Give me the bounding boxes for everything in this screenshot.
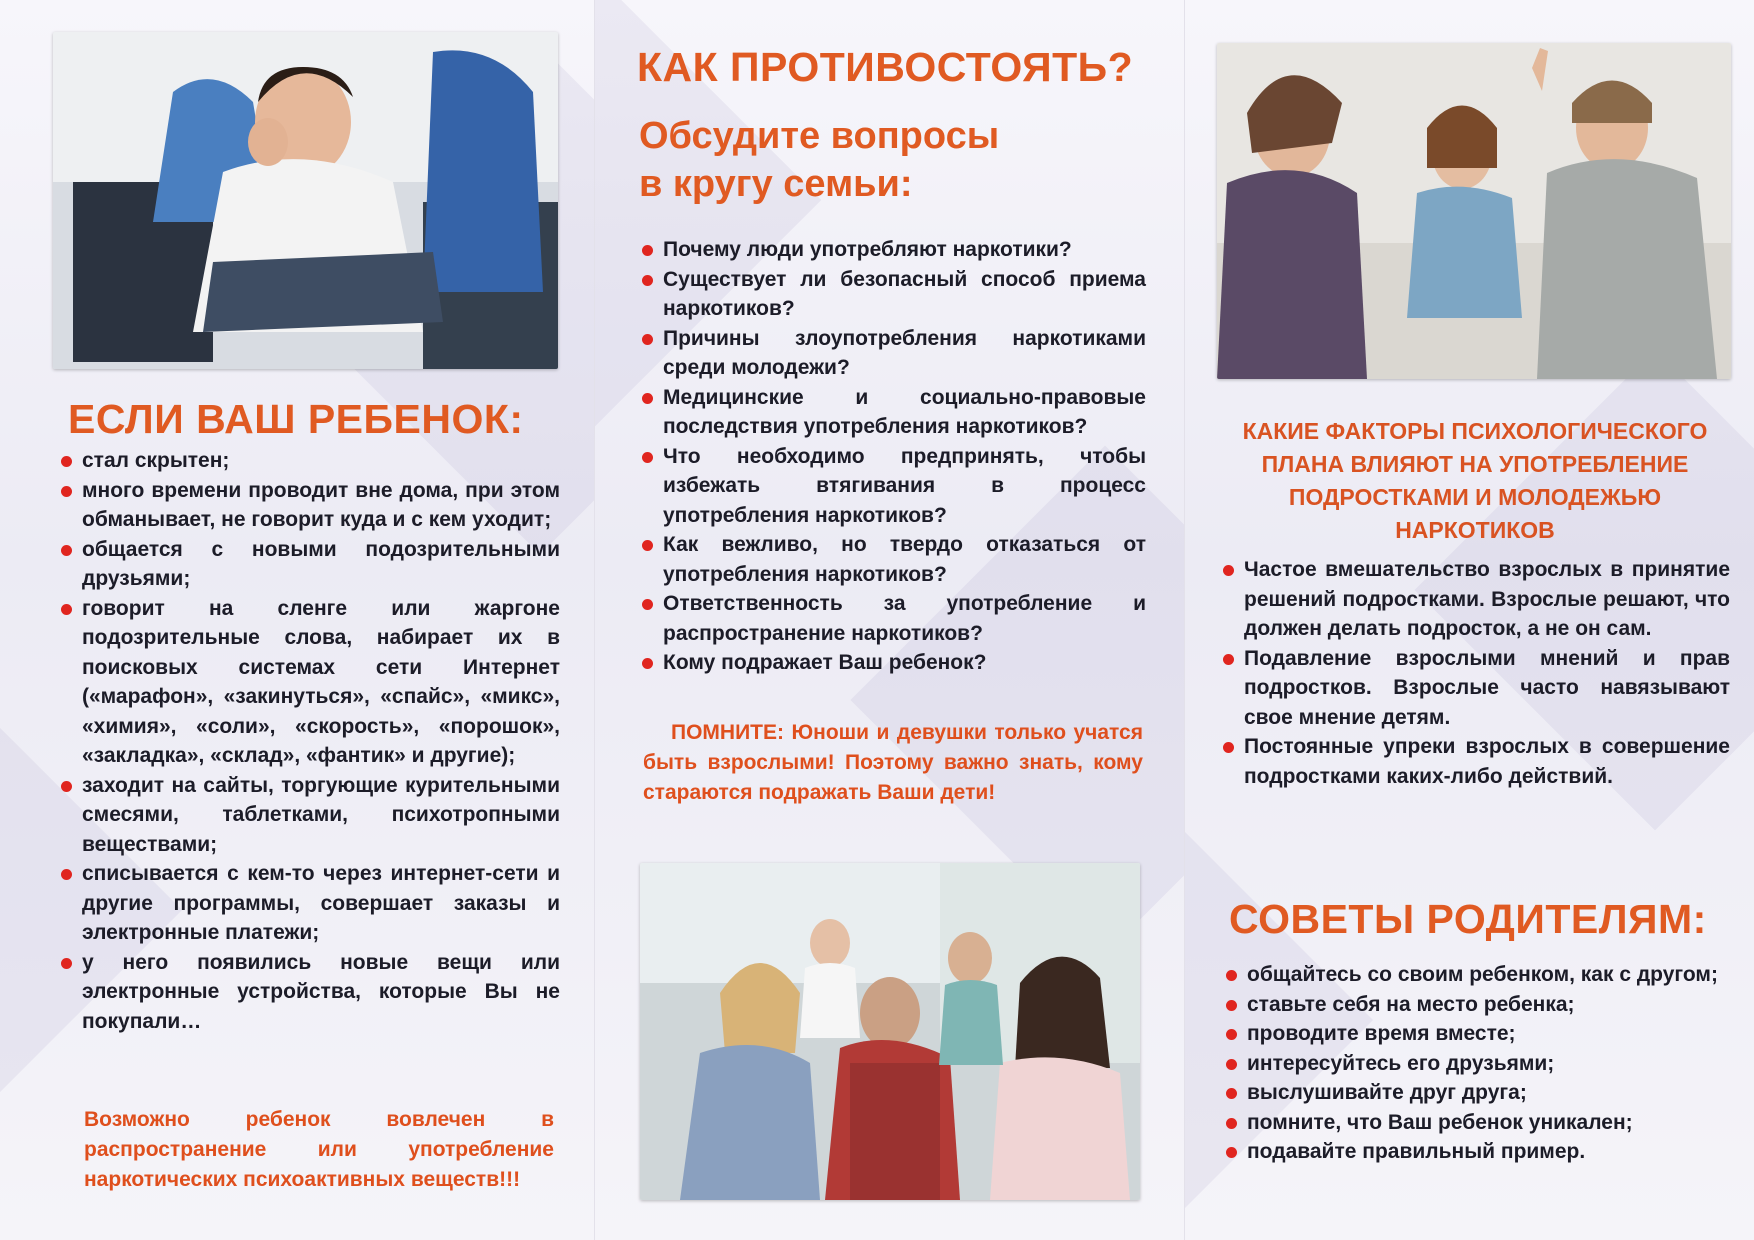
list-item: Что необходимо предпринять, чтобы избежать втягивания в процесс употребления наркотиков? bbox=[641, 442, 1146, 531]
list-item: Кому подражает Ваш ребенок? bbox=[641, 648, 1146, 678]
list-item: Причины злоупотребления наркотиками среди молодежи? bbox=[641, 324, 1146, 383]
bullet-icon bbox=[642, 393, 653, 404]
bullet-icon bbox=[61, 486, 72, 497]
list-item: проводите время вместе; bbox=[1225, 1019, 1725, 1049]
bullet-icon bbox=[1226, 1059, 1237, 1070]
list-item: Подавление взрослыми мнений и прав подростков. Взрослые часто навязывают свое мнение детям. bbox=[1222, 644, 1730, 733]
bullet-icon bbox=[1226, 1029, 1237, 1040]
bullet-icon bbox=[1226, 1088, 1237, 1099]
middle-panel bbox=[594, 0, 1185, 1240]
subheading-line-2: в кругу семьи: bbox=[639, 163, 913, 205]
list-item: списывается с кем-то через интернет-сети и другие программы, совершает заказы и электронные платежи; bbox=[60, 859, 560, 948]
bullet-icon bbox=[1226, 1118, 1237, 1129]
bullet-icon bbox=[1223, 565, 1234, 576]
factors-list bbox=[1222, 555, 1730, 791]
list-item: стал скрытен; bbox=[60, 446, 560, 476]
list-item: у него появились новые вещи или электронные устройства, которые Вы не покупали… bbox=[60, 948, 560, 1037]
list-item: Существует ли безопасный способ приема наркотиков? bbox=[641, 265, 1146, 324]
photo-family-argument bbox=[1217, 43, 1731, 379]
warning-signs-list bbox=[60, 446, 560, 1036]
bullet-icon bbox=[61, 781, 72, 792]
bullet-icon bbox=[642, 658, 653, 669]
list-item: подавайте правильный пример. bbox=[1225, 1137, 1725, 1167]
bullet-icon bbox=[61, 545, 72, 556]
list-item: Ответственность за употребление и распространение наркотиков? bbox=[641, 589, 1146, 648]
list-item: говорит на сленге или жаргоне подозрительные слова, набирает их в поисковых системах сети Интернет («марафон», «закинуться», «спайс», «микс», «химия», «соли», «скорость», «порошок», «закладка», «склад», «фантик» и другие); bbox=[60, 594, 560, 771]
list-item: помните, что Ваш ребенок уникален; bbox=[1225, 1108, 1725, 1138]
list-item: много времени проводит вне дома, при этом обманывает, не говорит куда и с кем уходит; bbox=[60, 476, 560, 535]
bullet-icon bbox=[1223, 742, 1234, 753]
bullet-icon bbox=[61, 604, 72, 615]
list-item: Частое вмешательство взрослых в принятие решений подростками. Взрослые решают, что должен делать подросток, а не он сам. bbox=[1222, 555, 1730, 644]
bullet-icon bbox=[642, 245, 653, 256]
list-item: Почему люди употребляют наркотики? bbox=[641, 235, 1146, 265]
list-item: Постоянные упреки взрослых в совершение подростками каких-либо действий. bbox=[1222, 732, 1730, 791]
list-item: общайтесь со своим ребенком, как с другом; bbox=[1225, 960, 1725, 990]
bullet-icon bbox=[61, 456, 72, 467]
bullet-icon bbox=[642, 599, 653, 610]
bullet-icon bbox=[1226, 1000, 1237, 1011]
list-item: Медицинские и социально-правовые последствия употребления наркотиков? bbox=[641, 383, 1146, 442]
bullet-icon bbox=[642, 452, 653, 463]
list-item: Как вежливо, но твердо отказаться от употребления наркотиков? bbox=[641, 530, 1146, 589]
list-item: общается с новыми подозрительными друзьями; bbox=[60, 535, 560, 594]
bullet-icon bbox=[642, 540, 653, 551]
list-item: ставьте себя на место ребенка; bbox=[1225, 990, 1725, 1020]
discussion-questions-list bbox=[641, 235, 1146, 678]
bullet-icon bbox=[1226, 1147, 1237, 1158]
left-panel bbox=[0, 0, 594, 1240]
right-panel bbox=[1184, 0, 1754, 1240]
photo-group-therapy bbox=[640, 863, 1140, 1200]
heading-advice-for-parents: СОВЕТЫ РОДИТЕЛЯМ: bbox=[1229, 896, 1707, 942]
photo-upset-teen bbox=[53, 32, 558, 369]
bullet-icon bbox=[1223, 654, 1234, 665]
list-item: выслушивайте друг друга; bbox=[1225, 1078, 1725, 1108]
remember-note: ПОМНИТЕ: Юноши и девушки только учатся быть взрослыми! Поэтому важно знать, кому стараются подражать Ваши дети! bbox=[643, 721, 1143, 804]
heading-psychological-factors: КАКИЕ ФАКТОРЫ ПСИХОЛОГИЧЕСКОГО ПЛАНА ВЛИЯЮТ НА УПОТРЕБЛЕНИЕ ПОДРОСТКАМИ И МОЛОДЕЖЬЮ НАРКОТИКОВ bbox=[1242, 418, 1708, 543]
bullet-icon bbox=[61, 958, 72, 969]
bullet-icon bbox=[1226, 970, 1237, 981]
subheading-line-1: Обсудите вопросы bbox=[639, 115, 1000, 157]
advice-list bbox=[1225, 960, 1725, 1167]
list-item: заходит на сайты, торгующие курительными смесями, таблетками, психотропными веществами; bbox=[60, 771, 560, 860]
bullet-icon bbox=[642, 334, 653, 345]
bullet-icon bbox=[61, 869, 72, 880]
heading-how-to-resist: КАК ПРОТИВОСТОЯТЬ? bbox=[637, 44, 1134, 90]
bullet-icon bbox=[642, 275, 653, 286]
list-item: интересуйтесь его друзьями; bbox=[1225, 1049, 1725, 1079]
heading-if-your-child: ЕСЛИ ВАШ РЕБЕНОК: bbox=[68, 396, 524, 442]
warning-note: Возможно ребенок вовлечен в распространение или употребление наркотических психоактивных веществ!!! bbox=[84, 1108, 554, 1191]
